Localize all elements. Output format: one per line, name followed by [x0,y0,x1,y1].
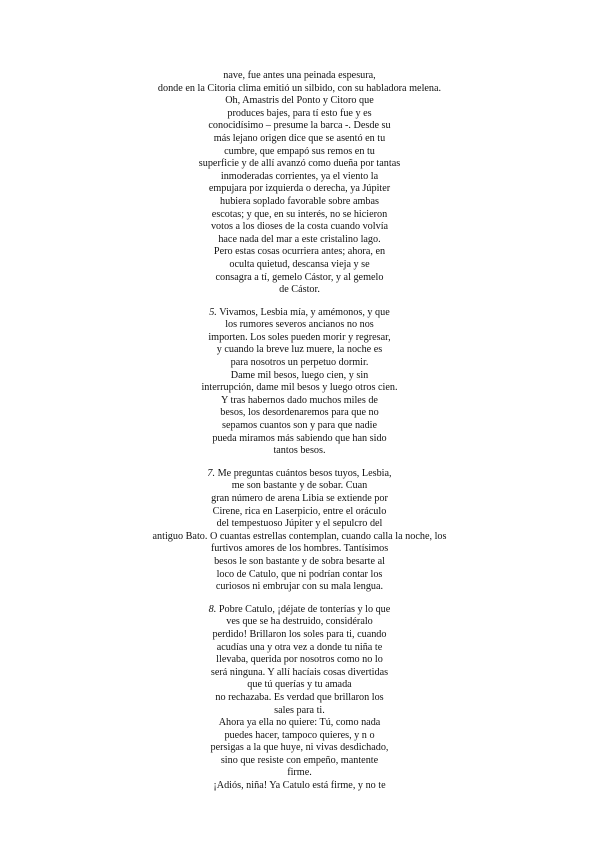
text-line: loco de Catulo, que ni podrían contar los [216,568,383,580]
poem-8 [0,604,599,793]
text-line: besos, los desordenaremos para que no [220,407,379,419]
text-line: pueda miramos más sabiendo que han sido [212,432,387,444]
text-line: produces bajes, para tí esto fue y es [227,107,372,119]
text-line: importen. Los soles pueden morir y regresar, [208,331,391,343]
text-line: votos a los dioses de la costa cuando volvía [210,221,389,233]
text-line: para nosotros un perpetuo dormir. [230,357,369,369]
text-line: oculta quietud, descansa vieja y se [229,258,370,270]
stanza-intro [0,70,599,297]
text-line: del tempestuoso Júpiter y el sepulcro del [216,518,383,530]
text-line: ¡Adiós, niña! Ya Catulo está firme, y no te [213,780,386,792]
poem-first-line-text: Pobre Catulo, ¡déjate de tonterías y lo que [216,603,391,615]
text-line: Dame mil besos, luego cien, y sin [230,369,369,381]
text-line: besos le son bastante y de sobra besarte al [214,555,385,567]
poem-first-line [0,604,599,617]
text-line: inmoderadas corrientes, ya el viento la [220,170,379,182]
text-line: consagra a tí, gemelo Cástor, y al gemelo [215,271,384,283]
text-line: furtivos amores de los hombres. Tantísimos [210,543,389,555]
text-line: más lejano origen dice que se asentó en tu [213,132,386,144]
text-line: hace nada del mar a este cristalino lago. [218,233,381,245]
poem-first-line [0,468,599,481]
text-line: Pero estas cosas ocurriera antes; ahora, en [213,246,386,258]
text-line: que tú querías y tu amada [247,679,352,691]
text-line: será ninguna. Y allí hacíais cosas divertidas [210,666,389,678]
text-line: Cirene, rica en Laserpicio, entre el oráculo [212,505,387,517]
text-line: empujara por izquierda o derecha, ya Júpiter [208,183,391,195]
poem-first-line [0,307,599,320]
text-line: tantos besos. [273,445,326,457]
text-line: y cuando la breve luz muere, la noche es [216,344,383,356]
text-line: sepamos cuantos son y para que nadie [221,420,378,432]
poem-5 [0,307,599,458]
text-line: donde en la Citoria clima emitió un silbido, con su habladora melena. [157,82,442,94]
text-line: superficie y de allí avanzó como dueña por tantas [198,158,401,170]
text-line: curiosos ni embrujar con su mala lengua. [215,581,384,593]
text-line: interrupción, dame mil besos y luego otros cien. [201,382,398,394]
text-line: acudías una y otra vez a donde tu niña te [216,641,383,653]
text-line: sino que resiste con empeño, mantente [220,754,379,766]
text-line: perdido! Brillaron los soles para ti, cuando [212,628,387,640]
poem-7 [0,468,599,594]
poem-number: 5. [209,306,217,318]
text-line: escotas; y que, en su interés, no se hicieron [211,208,388,220]
text-line: puedes hacer, tampoco quieres, y n o [224,729,375,741]
text-line: persigas a la que huye, ni vivas desdichado, [210,742,389,754]
text-line: hubiera soplado favorable sobre ambas [220,195,379,207]
text-line: de Cástor. [279,284,320,296]
text-line: firme. [287,767,312,779]
text-line: me son bastante y de sobar. Cuan [231,480,368,492]
text-line: antiguo Bato. O cuantas estrellas contemplan, cuando calla la noche, los [152,530,447,542]
text-line: gran número de arena Libia se extiende por [211,493,388,504]
text-line: ves que se ha destruido, considéralo [226,616,373,628]
text-line: Y tras habernos dado muchos miles de [221,394,378,406]
poem-first-line-text: Vivamos, Lesbia mía, y amémonos, y que [216,306,390,318]
text-line: conocidísimo – presume la barca -. Desde su [208,120,391,132]
text-line: no rechazaba. Es verdad que brillaron los [215,691,384,703]
text-line: Ahora ya ella no quiere: Tú, como nada [218,717,381,729]
poem-first-line-text: Me preguntas cuántos besos tuyos, Lesbia, [215,467,392,479]
poem-number: 7. [207,467,216,479]
poem-number: 8. [208,603,217,615]
text-line: sales para ti. [274,704,325,716]
text-line: Oh, Amastris del Ponto y Citoro que [225,95,374,107]
text-line: llevaba, querida por nosotros como no lo [216,654,383,666]
text-line: cumbre, que empapó sus remos en tu [224,145,375,157]
text-line: nave, fue antes una peinada espesura, [223,70,376,81]
text-line: los rumores severos ancianos no nos [225,319,374,331]
poem-text-column [0,70,599,793]
